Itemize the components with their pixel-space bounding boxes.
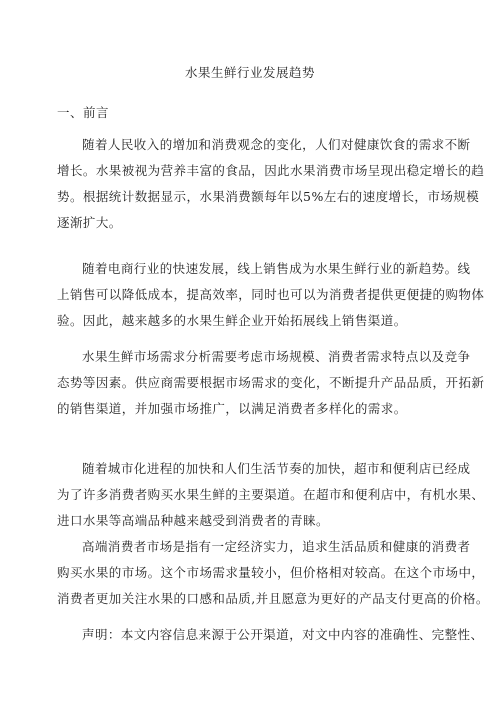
paragraph-online-sales [57, 256, 485, 334]
paragraph-line: 的销售渠道，并加强市场推广，以满足消费者多样化的需求。 [57, 401, 407, 416]
paragraph-high-end-market [57, 534, 489, 612]
paragraph-line: 上销售可以降低成本，提高效率，同时也可以为消费者提供更便捷的购物体 [57, 287, 485, 302]
paragraph-line: 消费者更加关注水果的口感和品质,并且愿意为更好的产品支付更高的价格。 [57, 591, 489, 606]
paragraph-supermarket-channel [57, 456, 485, 534]
paragraph-line: 进口水果等高端品种越来越受到消费者的青睐。 [57, 513, 329, 528]
paragraph-line: 势。根据统计数据显示，水果消费额每年以5%左右的速度增长，市场规模 [57, 189, 480, 204]
paragraph-line: 随着人民收入的增加和消费观念的变化，人们对健康饮食的需求不断 [82, 137, 471, 152]
paragraph-line: 随着城市化进程的加快和人们生活节奏的加快，超市和便利店已经成 [82, 461, 471, 476]
paragraph-line: 态势等因素。供应商需要根据市场需求的变化，不断提升产品品质，开拓新 [57, 375, 485, 390]
paragraph-line: 验。因此，越来越多的水果生鲜企业开始拓展线上销售渠道。 [57, 313, 407, 328]
paragraph-line: 高端消费者市场是指有一定经济实力，追求生活品质和健康的消费者 [82, 539, 471, 554]
paragraph-demand-analysis [57, 344, 485, 422]
paragraph-line: 购买水果的市场。这个市场需求量较小，但价格相对较高。在这个市场中， [57, 565, 485, 580]
paragraph-line: 为了许多消费者购买水果生鲜的主要渠道。在超市和便利店中，有机水果、 [57, 487, 485, 502]
paragraph-line: 随着电商行业的快速发展，线上销售成为水果生鲜行业的新趋势。线 [82, 261, 471, 276]
paragraph-line: 声明：本文内容信息来源于公开渠道，对文中内容的准确性、完整性、 [82, 627, 484, 642]
paragraph-line: 增长。水果被视为营养丰富的食品，因此水果消费市场呈现出稳定增长的趋 [57, 163, 485, 178]
document-title: 水果生鲜行业发展趋势 [184, 65, 315, 80]
paragraph-income-growth [57, 132, 485, 236]
paragraph-line: 水果生鲜市场需求分析需要考虑市场规模、消费者需求特点以及竞争 [82, 349, 471, 364]
section-heading: 一、前言 [57, 105, 110, 120]
paragraph-line: 逐渐扩大。 [57, 215, 122, 230]
paragraph-disclaimer [57, 622, 484, 648]
